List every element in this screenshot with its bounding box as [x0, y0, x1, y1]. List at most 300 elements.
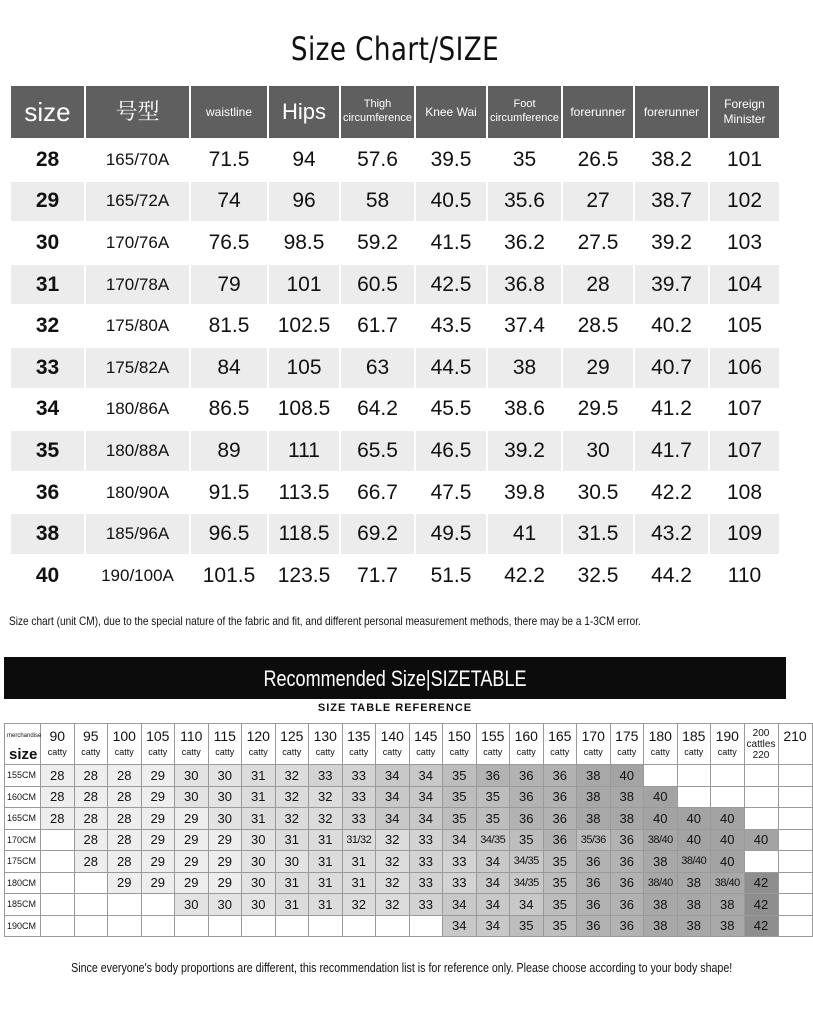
haoxing-cell: 180/88A: [85, 430, 190, 472]
measurement-cell: 41: [487, 513, 562, 555]
weight-unit: catty: [215, 747, 235, 757]
measurement-cell: 47.5: [415, 472, 487, 514]
weight-unit: catty: [181, 747, 201, 757]
size-cell: 35: [10, 430, 85, 472]
weight-unit: catty: [684, 747, 704, 757]
weight-header: [41, 724, 75, 765]
recommend-cell: 40: [711, 851, 745, 873]
measurement-cell: 38: [487, 347, 562, 389]
recommend-cell: [41, 894, 75, 916]
recommend-cell: 40: [744, 829, 778, 851]
measurement-cell: 107: [709, 389, 780, 431]
recommend-cell: 35: [543, 851, 577, 873]
measurement-cell: 40.7: [634, 347, 709, 389]
recommend-cell: 29: [141, 851, 175, 873]
measurement-cell: 64.2: [340, 389, 415, 431]
measurement-cell: 41.5: [415, 222, 487, 264]
recommend-table: [4, 723, 813, 937]
weight-value: 115: [213, 728, 236, 744]
recommend-cell: 28: [74, 851, 108, 873]
recommend-cell: 29: [141, 808, 175, 830]
recommend-cell: 38: [610, 808, 644, 830]
recommend-cell: 31: [309, 894, 343, 916]
recommend-cell: [74, 872, 108, 894]
recommend-cell: 38/40: [677, 851, 711, 873]
measurement-cell: 109: [709, 513, 780, 555]
size-chart-row: [10, 389, 780, 431]
measurement-cell: 38.7: [634, 181, 709, 223]
recommend-row: [5, 808, 813, 830]
weight-value: 190: [715, 728, 739, 744]
recommend-cell: 28: [41, 808, 75, 830]
recommend-cell: 35: [543, 872, 577, 894]
weight-header: [208, 724, 242, 765]
recommend-cell: [677, 786, 711, 808]
size-chart-row: [10, 305, 780, 347]
recommend-cell: 38: [610, 786, 644, 808]
size-chart-row: [10, 139, 780, 181]
measurement-cell: 71.7: [340, 555, 415, 597]
weight-header-210: [778, 724, 812, 765]
measurement-cell: 42.2: [634, 472, 709, 514]
recommend-cell: 34/35: [510, 851, 544, 873]
measurement-cell: 91.5: [190, 472, 268, 514]
recommend-cell: 36: [577, 851, 611, 873]
measurement-cell: 30: [562, 430, 634, 472]
recommend-cell: 38: [644, 894, 678, 916]
weight-header: [242, 724, 276, 765]
recommend-cell: 31: [309, 872, 343, 894]
recommend-cell: 36: [510, 765, 544, 787]
recommend-cell: 34/35: [510, 872, 544, 894]
measurement-cell: 41.2: [634, 389, 709, 431]
recommend-cell: 36: [510, 786, 544, 808]
recommend-cell: 38: [577, 765, 611, 787]
recommend-cell: 35: [443, 765, 477, 787]
measurement-cell: 103: [709, 222, 780, 264]
weight-value: 210: [783, 728, 807, 744]
recommend-cell: [41, 872, 75, 894]
recommend-cell: 35: [510, 829, 544, 851]
recommend-cell: 32: [309, 808, 343, 830]
recommend-cell: [41, 851, 75, 873]
recommend-cell: 33: [409, 872, 443, 894]
recommend-cell: 40: [677, 808, 711, 830]
recommend-cell: 29: [108, 872, 142, 894]
recommend-cell: 36: [610, 915, 644, 937]
recommend-cell: 38: [644, 851, 678, 873]
recommend-cell: 35: [476, 808, 510, 830]
size-chart-row: [10, 222, 780, 264]
header-forerunner-1: forerunner: [562, 85, 634, 139]
recommend-cell: [141, 915, 175, 937]
recommend-cell: 32: [275, 786, 309, 808]
recommend-cell: 42: [744, 894, 778, 916]
recommend-cell: 33: [443, 872, 477, 894]
weight-header: [275, 724, 309, 765]
size-chart-row: [10, 472, 780, 514]
corner-cell: [5, 724, 41, 765]
recommend-cell: 40: [677, 829, 711, 851]
measurement-cell: 46.5: [415, 430, 487, 472]
recommend-cell: 40: [610, 765, 644, 787]
recommend-cell: 36: [610, 872, 644, 894]
recommend-cell: 33: [342, 808, 376, 830]
weight-unit: catty: [483, 747, 503, 757]
weight-header: [342, 724, 376, 765]
recommend-cell: [644, 765, 678, 787]
recommend-cell: [778, 808, 812, 830]
measurement-cell: 43.2: [634, 513, 709, 555]
measurement-cell: 28.5: [562, 305, 634, 347]
corner-merchandise: merchandise: [7, 733, 42, 739]
measurement-cell: 40.5: [415, 181, 487, 223]
weight-header: [376, 724, 410, 765]
recommend-cell: 40: [644, 786, 678, 808]
recommend-row: [5, 851, 813, 873]
measurement-cell: 26.5: [562, 139, 634, 181]
recommend-cell: 34: [510, 894, 544, 916]
measurement-cell: 118.5: [268, 513, 340, 555]
weight-value: 145: [414, 728, 438, 744]
header-size: size: [10, 85, 85, 139]
recommend-cell: [74, 894, 108, 916]
recommend-cell: 33: [443, 851, 477, 873]
recommend-cell: [677, 765, 711, 787]
recommend-cell: 28: [41, 765, 75, 787]
recommend-cell: 34: [476, 894, 510, 916]
measurement-cell: 35: [487, 139, 562, 181]
weight-unit: catty: [583, 747, 603, 757]
measurement-cell: 79: [190, 264, 268, 306]
header-foreign-minister: Foreign Minister: [709, 85, 780, 139]
recommend-cell: [778, 786, 812, 808]
recommend-cell: 32: [376, 872, 410, 894]
recommend-cell: 36: [543, 765, 577, 787]
recommend-cell: [141, 894, 175, 916]
recommend-cell: 32: [376, 894, 410, 916]
measurement-cell: 43.5: [415, 305, 487, 347]
weight-value: 120: [246, 728, 270, 744]
weight-value: 165: [548, 728, 572, 744]
size-cell: 36: [10, 472, 85, 514]
weight-header: [711, 724, 745, 765]
recommend-cell: 38: [677, 894, 711, 916]
weight-value: 180: [648, 728, 672, 744]
measurement-cell: 39.2: [634, 222, 709, 264]
size-cell: 33: [10, 347, 85, 389]
recommend-cell: 30: [208, 808, 242, 830]
measurement-cell: 96: [268, 181, 340, 223]
recommend-cell: 30: [208, 765, 242, 787]
recommend-row: [5, 915, 813, 937]
weight-unit: catty: [47, 747, 67, 757]
weight-value: 155: [481, 728, 505, 744]
header-thigh: Thigh circumference: [340, 85, 415, 139]
weight-header: [677, 724, 711, 765]
recommend-cell: 33: [342, 765, 376, 787]
recommend-cell: 32: [309, 786, 343, 808]
recommend-cell: 28: [108, 786, 142, 808]
measurement-cell: 32.5: [562, 555, 634, 597]
recommend-cell: [74, 915, 108, 937]
measurement-cell: 96.5: [190, 513, 268, 555]
weight-unit: catty: [315, 747, 335, 757]
recommend-cell: 34: [409, 808, 443, 830]
size-cell: 34: [10, 389, 85, 431]
recommend-cell: 31: [275, 829, 309, 851]
recommend-cell: 42: [744, 872, 778, 894]
recommend-cell: 34: [376, 808, 410, 830]
weight-value: 150: [447, 728, 471, 744]
weight-value: 140: [380, 728, 404, 744]
recommend-cell: 30: [175, 894, 209, 916]
weight-value: 130: [313, 728, 337, 744]
recommend-cell: [376, 915, 410, 937]
size-cell: 30: [10, 222, 85, 264]
recommend-cell: 38: [711, 894, 745, 916]
recommend-cell: 29: [141, 765, 175, 787]
recommend-cell: 33: [342, 786, 376, 808]
recommend-row: [5, 894, 813, 916]
recommend-cell: [711, 786, 745, 808]
weight-header: [610, 724, 644, 765]
measurement-cell: 35.6: [487, 181, 562, 223]
recommend-cell: 35: [543, 915, 577, 937]
measurement-cell: 89: [190, 430, 268, 472]
weight-unit: catty: [717, 747, 737, 757]
weight-header: [543, 724, 577, 765]
measurement-cell: 104: [709, 264, 780, 306]
header-foot: Foot circumference: [487, 85, 562, 139]
recommend-cell: 36: [543, 829, 577, 851]
recommend-cell: 31: [342, 872, 376, 894]
size-chart-row: [10, 430, 780, 472]
measurement-cell: 84: [190, 347, 268, 389]
measurement-cell: 51.5: [415, 555, 487, 597]
recommend-cell: [309, 915, 343, 937]
haoxing-cell: 170/76A: [85, 222, 190, 264]
recommend-cell: [778, 872, 812, 894]
recommend-cell: 31: [309, 851, 343, 873]
recommend-cell: 34: [409, 765, 443, 787]
recommend-cell: 38: [644, 915, 678, 937]
recommend-cell: [108, 894, 142, 916]
recommend-cell: 30: [208, 786, 242, 808]
recommend-cell: 28: [41, 786, 75, 808]
measurement-cell: 38.6: [487, 389, 562, 431]
size-chart-row: [10, 555, 780, 597]
weight-unit: catty: [282, 747, 302, 757]
recommend-cell: 38: [577, 786, 611, 808]
height-label: 180CM: [5, 872, 41, 894]
recommend-cell: [41, 829, 75, 851]
measurement-cell: 29: [562, 347, 634, 389]
measurement-cell: 108.5: [268, 389, 340, 431]
weight-header: [476, 724, 510, 765]
weight-value: 170: [581, 728, 605, 744]
measurement-cell: 101.5: [190, 555, 268, 597]
weight-header: [175, 724, 209, 765]
recommend-cell: 35: [510, 915, 544, 937]
recommend-cell: 28: [108, 829, 142, 851]
recommend-cell: 34: [443, 829, 477, 851]
recommend-cell: 33: [409, 851, 443, 873]
header-forerunner-2: forerunner: [634, 85, 709, 139]
recommend-header-row: [5, 724, 813, 765]
size-chart-row: [10, 264, 780, 306]
recommend-cell: 40: [711, 829, 745, 851]
measurement-cell: 37.4: [487, 305, 562, 347]
weight-value: 100: [112, 728, 136, 744]
measurement-cell: 58: [340, 181, 415, 223]
recommend-cell: 31: [342, 851, 376, 873]
weight-unit: catty: [416, 747, 436, 757]
measurement-cell: 102.5: [268, 305, 340, 347]
recommend-cell: 36: [577, 915, 611, 937]
recommend-cell: 38: [577, 808, 611, 830]
header-knee: Knee Wai: [415, 85, 487, 139]
measurement-cell: 49.5: [415, 513, 487, 555]
measurement-cell: 30.5: [562, 472, 634, 514]
recommend-cell: 34: [443, 894, 477, 916]
measurement-cell: 39.8: [487, 472, 562, 514]
weight-unit: catty: [248, 747, 268, 757]
haoxing-cell: 175/82A: [85, 347, 190, 389]
height-label: 185CM: [5, 894, 41, 916]
size-chart-table: [9, 84, 781, 598]
recommend-cell: 34: [409, 786, 443, 808]
recommend-cell: [409, 915, 443, 937]
measurement-cell: 45.5: [415, 389, 487, 431]
recommend-cell: 29: [208, 872, 242, 894]
weight-value: 185: [682, 728, 706, 744]
recommend-cell: 29: [175, 829, 209, 851]
weight-value: 135: [347, 728, 371, 744]
recommend-cell: 28: [74, 786, 108, 808]
recommend-cell: 32: [275, 765, 309, 787]
recommend-cell: 36: [610, 894, 644, 916]
weight-header: [409, 724, 443, 765]
measurement-cell: 113.5: [268, 472, 340, 514]
weight-unit: catty: [617, 747, 637, 757]
recommend-cell: 31: [309, 829, 343, 851]
measurement-cell: 31.5: [562, 513, 634, 555]
recommend-cell: 30: [242, 894, 276, 916]
recommend-row: [5, 872, 813, 894]
height-label: 175CM: [5, 851, 41, 873]
recommend-cell: [744, 765, 778, 787]
recommend-cell: 29: [175, 872, 209, 894]
measurement-cell: 111: [268, 430, 340, 472]
measurement-cell: 86.5: [190, 389, 268, 431]
measurement-cell: 40.2: [634, 305, 709, 347]
recommend-cell: 36: [476, 765, 510, 787]
recommend-cell: 33: [409, 829, 443, 851]
weight-value: 110: [180, 728, 203, 744]
measurement-cell: 57.6: [340, 139, 415, 181]
recommend-cell: [778, 851, 812, 873]
measurement-cell: 59.2: [340, 222, 415, 264]
recommend-cell: [342, 915, 376, 937]
weight-unit: catty: [550, 747, 570, 757]
measurement-cell: 29.5: [562, 389, 634, 431]
recommend-cell: 28: [74, 808, 108, 830]
recommend-cell: [41, 915, 75, 937]
recommend-cell: 38/40: [644, 872, 678, 894]
recommend-cell: 32: [342, 894, 376, 916]
measurement-cell: 42.2: [487, 555, 562, 597]
weight-unit: catty: [382, 747, 402, 757]
measurement-cell: 38.2: [634, 139, 709, 181]
recommend-cell: [744, 851, 778, 873]
weight-header: [577, 724, 611, 765]
recommend-cell: 34: [476, 851, 510, 873]
recommend-cell: 34/35: [476, 829, 510, 851]
recommend-cell: 30: [242, 872, 276, 894]
recommend-cell: 33: [309, 765, 343, 787]
measurement-cell: 98.5: [268, 222, 340, 264]
recommend-cell: 36: [543, 808, 577, 830]
measurement-cell: 69.2: [340, 513, 415, 555]
measurement-cell: 105: [709, 305, 780, 347]
measurement-cell: 76.5: [190, 222, 268, 264]
measurement-cell: 108: [709, 472, 780, 514]
haoxing-cell: 165/70A: [85, 139, 190, 181]
weight-unit: catty: [449, 747, 469, 757]
header-haoxing: 号型: [85, 85, 190, 139]
measurement-cell: 105: [268, 347, 340, 389]
height-label: 190CM: [5, 915, 41, 937]
weight-header: [108, 724, 142, 765]
recommend-cell: 35: [476, 786, 510, 808]
measurement-cell: 28: [562, 264, 634, 306]
measurement-cell: 74: [190, 181, 268, 223]
recommend-cell: 34: [476, 872, 510, 894]
size-cell: 28: [10, 139, 85, 181]
recommend-cell: 28: [108, 765, 142, 787]
weight-header: [309, 724, 343, 765]
weight-header: [443, 724, 477, 765]
recommend-cell: [778, 765, 812, 787]
recommend-cell: 35: [543, 894, 577, 916]
recommend-cell: 36: [577, 872, 611, 894]
recommend-cell: 32: [376, 851, 410, 873]
haoxing-cell: 175/80A: [85, 305, 190, 347]
weight-value: 95: [82, 728, 99, 744]
corner-size: size: [9, 746, 38, 763]
recommend-cell: 34: [376, 765, 410, 787]
size-cell: 32: [10, 305, 85, 347]
recommend-cell: 29: [175, 851, 209, 873]
recommend-cell: [778, 894, 812, 916]
size-chart-row: [10, 347, 780, 389]
measurement-cell: 41.7: [634, 430, 709, 472]
size-table-reference: SIZE TABLE REFERENCE: [317, 702, 473, 714]
recommend-cell: [275, 915, 309, 937]
recommend-cell: 36: [577, 894, 611, 916]
recommend-cell: 28: [74, 829, 108, 851]
recommend-note: Since everyone's body proportions are different, this recommendation list is for reference only. Please choose according to your body shape!: [71, 960, 733, 975]
haoxing-cell: 180/86A: [85, 389, 190, 431]
recommend-cell: [108, 915, 142, 937]
page-title: Size Chart/SIZE: [290, 30, 500, 68]
size-cell: 31: [10, 264, 85, 306]
recommend-cell: 34: [476, 915, 510, 937]
header-waistline: waistline: [190, 85, 268, 139]
recommend-cell: [208, 915, 242, 937]
recommend-cell: 30: [242, 829, 276, 851]
